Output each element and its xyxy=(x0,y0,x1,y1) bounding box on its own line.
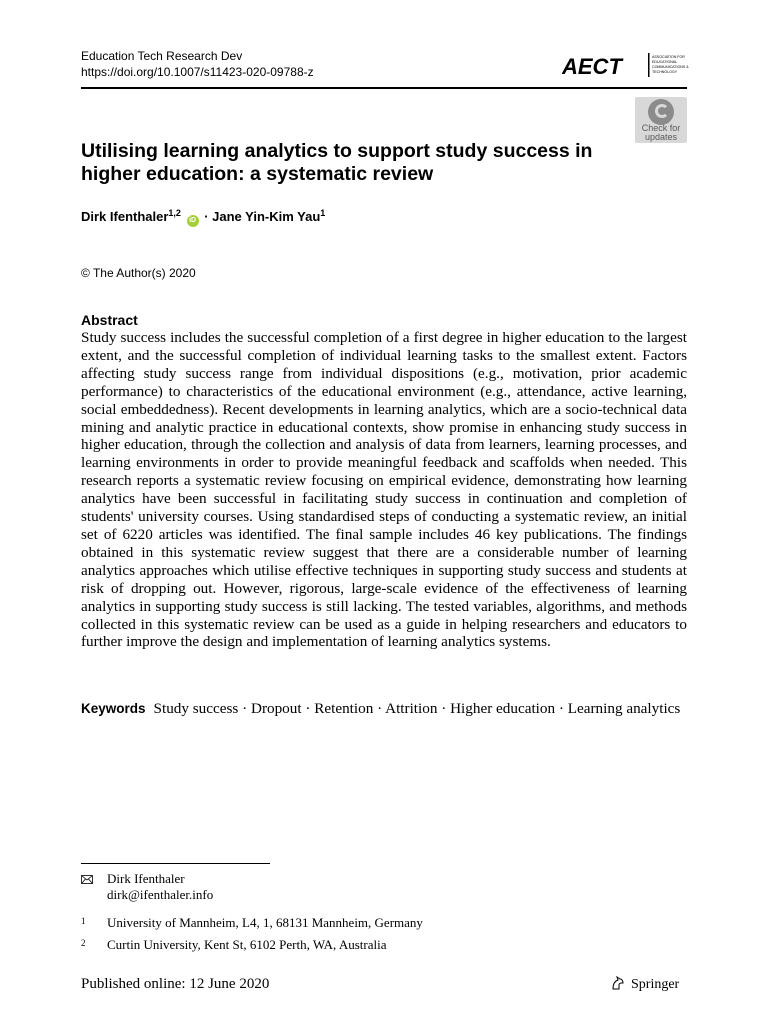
springer-logo xyxy=(610,975,679,994)
svg-text:ASSOCIATION FOR: ASSOCIATION FOR xyxy=(652,55,685,59)
author-line xyxy=(81,208,325,227)
aect-logo xyxy=(562,50,690,82)
corresponding-author xyxy=(107,871,213,903)
svg-text:TECHNOLOGY: TECHNOLOGY xyxy=(652,70,678,74)
affiliation-text: Curtin University, Kent St, 6102 Perth, WA, Australia xyxy=(107,937,387,952)
svg-text:EDUCATIONAL: EDUCATIONAL xyxy=(652,60,678,64)
orcid-icon[interactable]: iD xyxy=(187,215,199,227)
affiliation-number: 2 xyxy=(81,938,86,948)
affiliation-text: University of Mannheim, L4, 1, 68131 Mannheim, Germany xyxy=(107,915,423,930)
author-affiliation-ref: 1 xyxy=(320,208,326,218)
header-rule xyxy=(81,87,687,89)
author-affiliation-ref: 1,2 xyxy=(168,208,181,218)
author-name: Dirk Ifenthaler xyxy=(81,209,169,224)
refresh-icon xyxy=(648,99,674,125)
abstract-heading: Abstract xyxy=(81,312,138,328)
abstract-text: Study success includes the successful completion of a first degree in higher education to the largest extent, and the successful completion of individual learning tasks to the smallest extent. Factors affecting study success range from individual dispositions (e.g., motivation, prior academic performance) to characteristics of the educational environment (e.g., attendance, active learning, social embeddedness). Recent developments in learning analytics, which are a socio-technical data mining and analytic practice in educational contexts, show promise in enhancing study success in higher education, through the collection and analysis of data from learners, learning processes, and learning environments in order to provide meaningful feedback and scaffolds when needed. This research reports a systematic review focusing on empirical evidence, demonstrating how learning analytics have been successful in facilitating study success in continuation and completion of students' university courses. Using standardised steps of conducting a systematic review, an initial set of 6220 articles was identified. The final sample includes 46 key publications. The findings obtained in this systematic review suggest that there are a considerable number of learning analytics approaches which utilise effective techniques in supporting study success and students at risk of dropping out. However, rigorous, large-scale evidence of the effectiveness of learning analytics in supporting study success is still lacking. The tested variables, algorithms, and methods collected in this systematic review can be used as a guide in helping researchers and educators to further improve the design and implementation of learning analytics systems. xyxy=(81,329,687,651)
affiliation-number: 1 xyxy=(81,916,86,926)
published-date: Published online: 12 June 2020 xyxy=(81,976,270,992)
journal-name: Education Tech Research Dev xyxy=(81,49,243,63)
journal-header xyxy=(81,48,314,80)
logo-text: AECT xyxy=(562,54,622,79)
doi-link[interactable]: https://doi.org/10.1007/s11423-020-09788-z xyxy=(81,65,314,79)
keywords-list: Study success · Dropout · Retention · Attrition · Higher education · Learning analytics xyxy=(153,700,681,717)
copyright-notice: © The Author(s) 2020 xyxy=(81,266,196,280)
author-separator: · xyxy=(204,209,209,224)
keywords-label: Keywords xyxy=(81,701,146,716)
springer-horse-icon xyxy=(610,975,626,991)
corresponding-email[interactable]: dirk@ifenthaler.info xyxy=(107,887,214,902)
publisher-name: Springer xyxy=(631,977,680,992)
corresponding-name: Dirk Ifenthaler xyxy=(107,871,185,886)
article-title: Utilising learning analytics to support study success in higher education: a systematic review xyxy=(81,140,593,185)
envelope-icon xyxy=(81,875,93,884)
check-updates-label: Check for updates xyxy=(641,123,681,142)
svg-text:COMMUNICATIONS &: COMMUNICATIONS & xyxy=(652,65,689,69)
footnote-rule xyxy=(81,863,270,864)
check-for-updates-badge[interactable] xyxy=(635,97,687,143)
keywords-section xyxy=(81,700,681,718)
author-name: Jane Yin-Kim Yau xyxy=(212,209,321,224)
